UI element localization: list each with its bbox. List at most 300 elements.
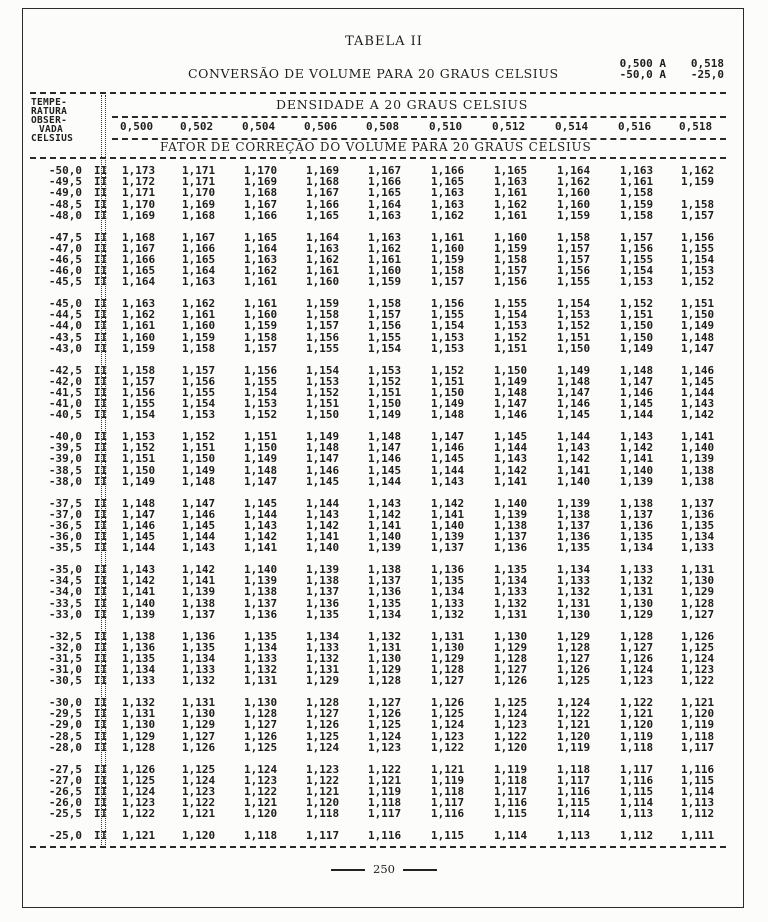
correction-factor: 1,147: [368, 441, 402, 455]
correction-factor: 1,125: [122, 773, 156, 787]
correction-factor: 1,128: [306, 696, 340, 709]
correction-factor: 1,123: [681, 663, 715, 677]
correction-factor: 1,130: [368, 651, 402, 665]
temperature-value: -35,5: [48, 541, 82, 555]
correction-factor: 1,134: [244, 640, 278, 654]
row-separator: II: [94, 574, 108, 588]
correction-factor: 1,146: [557, 397, 591, 411]
correction-factor: 1,143: [182, 541, 216, 555]
correction-factor: 1,154: [620, 264, 654, 278]
correction-factor: 1,148: [244, 463, 278, 477]
correction-factor: 1,126: [681, 629, 715, 643]
correction-factor: 1,125: [306, 729, 340, 743]
density-value: 0,506: [304, 120, 338, 133]
correction-factor: 1,147: [182, 496, 216, 510]
correction-factor: 1,160: [368, 264, 402, 278]
correction-factor: 1,157: [244, 341, 278, 355]
correction-factor: 1,141: [368, 518, 402, 532]
correction-factor: 1,154: [122, 408, 156, 422]
correction-factor: 1,165: [494, 164, 528, 177]
correction-factor: 1,158: [494, 252, 528, 266]
row-separator: II: [94, 208, 108, 222]
correction-factor: 1,129: [306, 674, 340, 688]
correction-factor: 1,116: [620, 773, 654, 787]
correction-factor: 1,164: [122, 275, 156, 289]
correction-factor: 1,125: [681, 640, 715, 654]
correction-factor: 1,132: [431, 607, 465, 621]
correction-factor: 1,131: [494, 607, 528, 621]
correction-factor: 1,137: [431, 541, 465, 555]
correction-factor: 1,121: [306, 784, 340, 798]
correction-factor: 1,168: [244, 186, 278, 200]
correction-factor: 1,155: [431, 308, 465, 322]
density-value: 0,504: [242, 120, 276, 133]
correction-factor: 1,132: [182, 674, 216, 688]
correction-factor: 1,130: [244, 696, 278, 709]
correction-factor: 1,135: [182, 640, 216, 654]
correction-factor: 1,133: [681, 541, 715, 555]
correction-factor: 1,154: [306, 363, 340, 377]
row-separator: II: [94, 773, 108, 787]
correction-factor: 1,159: [620, 197, 654, 211]
correction-factor: 1,146: [620, 385, 654, 399]
row-separator: II: [94, 518, 108, 532]
correction-factor: 1,135: [122, 651, 156, 665]
correction-factor: 1,135: [681, 518, 715, 532]
row-separator: II: [94, 629, 108, 643]
temperature-value: -30,0: [48, 696, 82, 709]
correction-factor: 1,136: [244, 607, 278, 621]
correction-factor: 1,125: [182, 762, 216, 776]
correction-factor: 1,142: [368, 507, 402, 521]
correction-factor: 1,122: [306, 773, 340, 787]
correction-factor: 1,139: [431, 530, 465, 544]
correction-factor: 1,165: [244, 230, 278, 244]
correction-factor: 1,163: [368, 208, 402, 222]
correction-factor: 1,169: [306, 164, 340, 177]
correction-factor: 1,117: [557, 773, 591, 787]
correction-factor: 1,151: [681, 297, 715, 310]
correction-factor: 1,116: [557, 784, 591, 798]
correction-factor: 1,145: [122, 530, 156, 544]
correction-factor: 1,115: [557, 796, 591, 810]
temperature-value: -40,0: [48, 430, 82, 443]
correction-factor: 1,131: [306, 663, 340, 677]
table-row: [0, 543, 768, 554]
correction-factor: 1,113: [681, 796, 715, 810]
correction-factor: 1,138: [557, 507, 591, 521]
correction-factor: 1,144: [494, 441, 528, 455]
correction-factor: 1,118: [244, 829, 278, 842]
footer-dash-right: [403, 869, 437, 871]
correction-factor: 1,117: [368, 807, 402, 821]
temperature-value: -27,0: [48, 773, 82, 787]
correction-factor: 1,114: [681, 784, 715, 798]
correction-factor: 1,171: [182, 175, 216, 189]
correction-factor: 1,136: [431, 563, 465, 576]
correction-factor: 1,145: [182, 518, 216, 532]
correction-factor: 1,149: [681, 319, 715, 333]
temperature-value: -46,0: [48, 264, 82, 278]
temperature-value: -33,5: [48, 596, 82, 610]
temperature-value: -35,0: [48, 563, 82, 576]
correction-factor: 1,130: [557, 607, 591, 621]
correction-factor: 1,152: [681, 275, 715, 289]
row-separator: II: [94, 474, 108, 488]
correction-factor: 1,129: [494, 640, 528, 654]
temperature-value: -45,0: [48, 297, 82, 310]
correction-factor: 1,123: [368, 740, 402, 754]
row-separator: II: [94, 297, 108, 310]
correction-factor: 1,159: [368, 275, 402, 289]
correction-factor: 1,122: [494, 729, 528, 743]
correction-factor: 1,123: [494, 718, 528, 732]
correction-factor: 1,159: [557, 208, 591, 222]
temperature-value: -43,5: [48, 330, 82, 344]
correction-factor: 1,157: [557, 252, 591, 266]
row-separator: II: [94, 430, 108, 443]
correction-factor: 1,150: [368, 397, 402, 411]
row-separator: II: [94, 252, 108, 266]
correction-factor: 1,133: [431, 596, 465, 610]
correction-factor: 1,134: [681, 530, 715, 544]
row-separator: II: [94, 541, 108, 555]
correction-factor: 1,131: [122, 707, 156, 721]
correction-factor: 1,127: [681, 607, 715, 621]
correction-factor: 1,165: [182, 252, 216, 266]
correction-factor: 1,170: [244, 164, 278, 177]
correction-factor: 1,154: [681, 252, 715, 266]
temperature-value: -28,0: [48, 740, 82, 754]
correction-factor: 1,156: [306, 330, 340, 344]
correction-factor: 1,158: [306, 308, 340, 322]
table-row: [0, 341, 768, 355]
temperature-value: -38,5: [48, 463, 82, 477]
correction-factor: 1,128: [122, 740, 156, 754]
correction-factor: 1,159: [182, 330, 216, 344]
row-separator: II: [94, 397, 108, 411]
temperature-value: -25,5: [48, 807, 82, 821]
correction-factor: 1,157: [557, 241, 591, 255]
correction-factor: 1,145: [244, 496, 278, 510]
correction-factor: 1,115: [681, 773, 715, 787]
temperature-value: -40,5: [48, 408, 82, 422]
row-separator: II: [94, 275, 108, 289]
correction-factor: 1,138: [494, 518, 528, 532]
correction-factor: 1,147: [306, 452, 340, 466]
correction-factor: 1,128: [620, 629, 654, 643]
correction-factor: 1,137: [557, 518, 591, 532]
correction-factor: 1,124: [368, 729, 402, 743]
correction-factor: 1,153: [557, 308, 591, 322]
header-rule-bottom: [30, 157, 726, 159]
correction-factor: 1,130: [182, 707, 216, 721]
correction-factor: 1,162: [306, 252, 340, 266]
correction-factor: 1,161: [182, 308, 216, 322]
correction-factor: 1,118: [306, 807, 340, 821]
correction-factor: 1,161: [244, 297, 278, 310]
correction-factor: 1,135: [306, 607, 340, 621]
row-separator: II: [94, 385, 108, 399]
correction-factor: 1,115: [431, 829, 465, 842]
row-separator: II: [94, 530, 108, 544]
correction-factor: 1,162: [557, 175, 591, 189]
correction-factor: 1,145: [306, 474, 340, 488]
correction-factor: 1,124: [182, 773, 216, 787]
temperature-value: -41,0: [48, 397, 82, 411]
density-value: 0,500: [120, 120, 154, 133]
correction-factor: 1,125: [368, 718, 402, 732]
correction-factor: 1,120: [244, 807, 278, 821]
correction-factor: 1,142: [681, 408, 715, 422]
correction-factor: 1,124: [306, 740, 340, 754]
temperature-value: -49,5: [48, 175, 82, 189]
correction-factor: 1,145: [620, 397, 654, 411]
correction-factor: 1,155: [182, 385, 216, 399]
row-separator: II: [94, 663, 108, 677]
correction-factor: 1,119: [681, 718, 715, 732]
row-separator: II: [94, 230, 108, 244]
correction-factor: 1,113: [620, 807, 654, 821]
correction-factor: 1,126: [620, 651, 654, 665]
correction-factor: 1,151: [306, 397, 340, 411]
correction-factor: 1,126: [368, 707, 402, 721]
correction-factor: 1,141: [244, 541, 278, 555]
correction-factor: 1,148: [306, 441, 340, 455]
correction-factor: 1,144: [431, 463, 465, 477]
correction-factor: 1,121: [681, 696, 715, 709]
correction-factor: 1,153: [244, 397, 278, 411]
correction-factor: 1,166: [244, 208, 278, 222]
correction-factor: 1,122: [244, 784, 278, 798]
correction-factor: 1,138: [122, 629, 156, 643]
correction-factor: 1,145: [368, 463, 402, 477]
correction-factor: 1,153: [681, 264, 715, 278]
correction-factor: 1,149: [620, 341, 654, 355]
row-separator: II: [94, 762, 108, 776]
correction-factor: 1,131: [557, 596, 591, 610]
correction-factor: 1,123: [620, 674, 654, 688]
correction-factor: 1,161: [368, 252, 402, 266]
row-separator: II: [94, 796, 108, 810]
correction-factor: 1,153: [620, 275, 654, 289]
correction-factor: 1,136: [306, 596, 340, 610]
correction-factor: 1,122: [431, 740, 465, 754]
correction-factor: 1,122: [681, 674, 715, 688]
correction-factor: 1,156: [620, 241, 654, 255]
correction-factor: 1,119: [557, 740, 591, 754]
correction-factor: 1,131: [368, 640, 402, 654]
correction-factor: 1,168: [182, 208, 216, 222]
correction-factor: 1,121: [431, 762, 465, 776]
correction-factor: 1,120: [681, 707, 715, 721]
correction-factor: 1,163: [620, 164, 654, 177]
correction-factor: 1,152: [557, 319, 591, 333]
row-separator: II: [94, 241, 108, 255]
correction-factor: 1,117: [681, 740, 715, 754]
correction-factor: 1,150: [494, 363, 528, 377]
density-value: 0,512: [492, 120, 526, 133]
correction-factor: 1,144: [681, 385, 715, 399]
correction-factor: 1,123: [431, 729, 465, 743]
correction-factor: 1,126: [557, 663, 591, 677]
correction-factor: 1,135: [620, 530, 654, 544]
correction-factor: 1,145: [431, 452, 465, 466]
correction-factor: 1,151: [494, 341, 528, 355]
correction-factor: 1,162: [182, 297, 216, 310]
correction-factor: 1,156: [368, 319, 402, 333]
row-separator: II: [94, 186, 108, 200]
correction-factor: 1,124: [494, 707, 528, 721]
correction-factor: 1,135: [557, 541, 591, 555]
correction-factor: 1,122: [122, 807, 156, 821]
correction-factor: 1,118: [494, 773, 528, 787]
correction-factor: 1,126: [431, 696, 465, 709]
correction-factor: 1,156: [494, 275, 528, 289]
range-bottom-from: -50,0 A: [619, 68, 666, 81]
correction-factor: 1,137: [182, 607, 216, 621]
correction-factor: 1,146: [431, 441, 465, 455]
correction-factor: 1,134: [182, 651, 216, 665]
correction-factor: 1,155: [244, 374, 278, 388]
correction-factor: 1,130: [620, 596, 654, 610]
row-separator: II: [94, 607, 108, 621]
correction-factor: 1,117: [306, 829, 340, 842]
density-value: 0,510: [429, 120, 463, 133]
correction-factor: 1,160: [494, 230, 528, 244]
correction-factor: 1,140: [431, 518, 465, 532]
correction-factor: 1,147: [244, 474, 278, 488]
correction-factor: 1,159: [431, 252, 465, 266]
correction-factor: 1,119: [368, 784, 402, 798]
correction-factor: 1,147: [620, 374, 654, 388]
correction-factor: 1,128: [431, 663, 465, 677]
correction-factor: 1,120: [306, 796, 340, 810]
table-row: [0, 208, 768, 222]
correction-factor: 1,150: [620, 319, 654, 333]
correction-factor: 1,163: [306, 241, 340, 255]
correction-factor: 1,117: [494, 784, 528, 798]
correction-factor: 1,142: [620, 441, 654, 455]
temperature-value: -43,0: [48, 341, 82, 355]
correction-factor: 1,112: [681, 807, 715, 821]
correction-factor: 1,142: [182, 563, 216, 576]
correction-factor: 1,168: [122, 230, 156, 244]
correction-factor: 1,154: [244, 385, 278, 399]
correction-factor: 1,119: [431, 773, 465, 787]
correction-factor: 1,159: [681, 175, 715, 189]
correction-factor: 1,140: [122, 596, 156, 610]
correction-factor: 1,133: [244, 651, 278, 665]
correction-factor: 1,151: [122, 452, 156, 466]
correction-factor: 1,144: [620, 408, 654, 422]
correction-factor: 1,163: [182, 275, 216, 289]
temperature-value: -26,5: [48, 784, 82, 798]
temperature-value: -44,5: [48, 308, 82, 322]
correction-factor: 1,114: [620, 796, 654, 810]
temp-header-line-4: VADA: [39, 124, 64, 135]
range-bottom-to: -25,0: [690, 68, 724, 81]
correction-factor: 1,156: [431, 297, 465, 310]
correction-factor: 1,160: [182, 319, 216, 333]
correction-factor: 1,111: [681, 829, 715, 842]
correction-factor: 1,133: [620, 563, 654, 576]
correction-factor: 1,138: [244, 585, 278, 599]
correction-factor: 1,148: [620, 363, 654, 377]
correction-factor: 1,151: [182, 441, 216, 455]
correction-factor: 1,121: [557, 718, 591, 732]
temperature-value: -34,5: [48, 574, 82, 588]
temperature-value: -48,5: [48, 197, 82, 211]
correction-factor: 1,121: [182, 807, 216, 821]
correction-factor: 1,163: [244, 252, 278, 266]
correction-factor: 1,147: [431, 430, 465, 443]
correction-factor: 1,113: [557, 829, 591, 842]
correction-factor: 1,150: [244, 441, 278, 455]
correction-factor: 1,142: [306, 518, 340, 532]
range-top-from: 0,500 A: [619, 57, 666, 70]
correction-factor: 1,161: [620, 175, 654, 189]
page-number: 250: [373, 862, 395, 876]
correction-factor: 1,126: [182, 740, 216, 754]
correction-factor: 1,139: [306, 563, 340, 576]
temperature-value: -27,5: [48, 762, 82, 776]
correction-factor: 1,128: [557, 640, 591, 654]
density-rule: [112, 116, 726, 118]
temperature-value: -39,0: [48, 452, 82, 466]
correction-factor: 1,157: [431, 275, 465, 289]
density-value: 0,518: [679, 120, 713, 133]
range-top-to: 0,518: [690, 57, 724, 70]
temperature-value: -29,0: [48, 718, 82, 732]
correction-factor: 1,120: [494, 740, 528, 754]
correction-factor: 1,121: [620, 707, 654, 721]
correction-factor: 1,148: [182, 474, 216, 488]
correction-factor: 1,141: [681, 430, 715, 443]
row-separator: II: [94, 740, 108, 754]
correction-factor: 1,150: [557, 341, 591, 355]
correction-factor: 1,165: [431, 175, 465, 189]
correction-factor: 1,152: [431, 363, 465, 377]
correction-factor: 1,170: [182, 186, 216, 200]
correction-factor: 1,138: [182, 596, 216, 610]
row-separator: II: [94, 496, 108, 510]
table-row: [0, 410, 768, 421]
temperature-value: -41,5: [48, 385, 82, 399]
correction-factor: 1,132: [557, 585, 591, 599]
correction-factor: 1,152: [306, 385, 340, 399]
row-separator: II: [94, 319, 108, 333]
correction-factor: 1,159: [306, 297, 340, 310]
correction-factor: 1,142: [494, 463, 528, 477]
row-separator: II: [94, 507, 108, 521]
row-separator: II: [94, 197, 108, 211]
correction-factor: 1,125: [494, 696, 528, 709]
row-separator: II: [94, 330, 108, 344]
correction-factor: 1,144: [557, 430, 591, 443]
correction-factor: 1,119: [494, 762, 528, 776]
row-separator: II: [94, 452, 108, 466]
row-separator: II: [94, 674, 108, 688]
correction-factor: 1,138: [681, 474, 715, 488]
row-separator: II: [94, 696, 108, 709]
header-rule-top: [30, 92, 726, 94]
correction-factor: 1,124: [620, 663, 654, 677]
correction-factor: 1,148: [368, 430, 402, 443]
correction-factor: 1,127: [557, 651, 591, 665]
correction-factor: 1,144: [122, 541, 156, 555]
correction-factor: 1,163: [494, 175, 528, 189]
